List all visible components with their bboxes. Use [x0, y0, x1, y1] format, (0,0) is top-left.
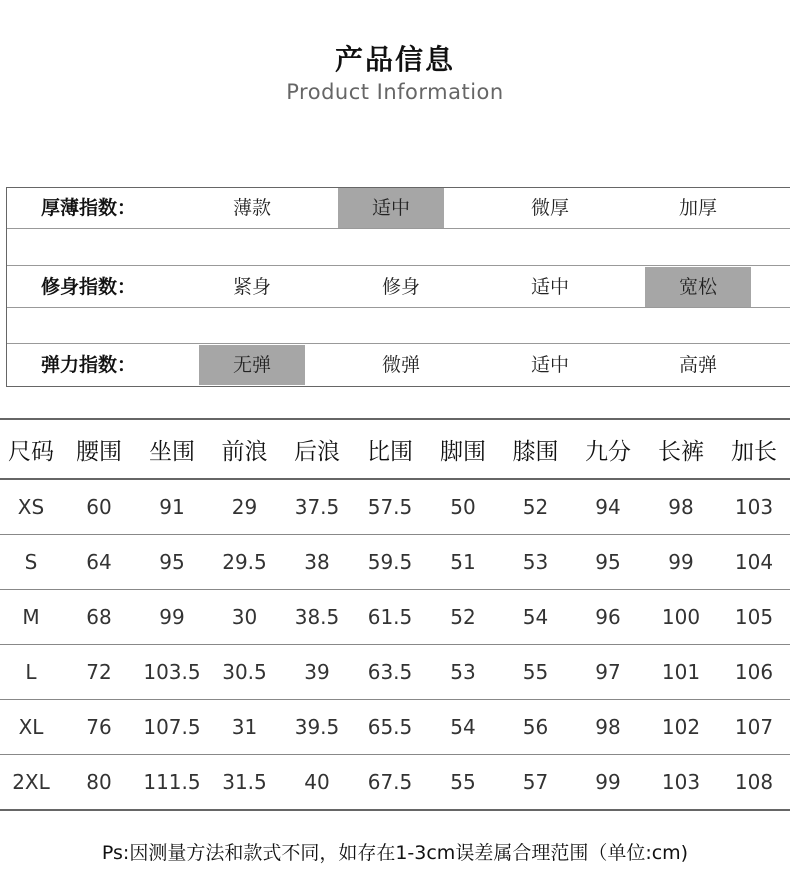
table-cell: 52	[499, 479, 572, 535]
table-cell: 103.5	[136, 645, 208, 700]
column-header-front-rise: 前浪	[208, 419, 281, 479]
table-cell: 59.5	[353, 535, 427, 590]
table-cell: 107.5	[136, 700, 208, 755]
table-cell: 108	[718, 755, 790, 811]
table-cell: 50	[427, 479, 499, 535]
table-cell: 103	[718, 479, 790, 535]
table-cell: 111.5	[136, 755, 208, 811]
column-header-waist: 腰围	[62, 419, 136, 479]
table-cell: 63.5	[353, 645, 427, 700]
size-chart	[0, 418, 790, 811]
page-title: 产品信息	[334, 43, 455, 76]
table-cell: M	[0, 590, 62, 645]
table-cell: 68	[62, 590, 136, 645]
table-cell: 65.5	[353, 700, 427, 755]
elasticity-option-high: 高弹	[678, 354, 717, 376]
fit-option-slim: 修身	[381, 276, 420, 298]
table-cell: 76	[62, 700, 136, 755]
column-header-thigh: 比围	[353, 419, 427, 479]
table-row	[0, 645, 790, 700]
fit-index-label: 修身指数：	[41, 276, 137, 298]
elasticity-option-slight: 微弹	[381, 354, 420, 376]
table-cell: 98	[572, 700, 644, 755]
table-cell: 39.5	[281, 700, 353, 755]
table-cell: 102	[644, 700, 718, 755]
table-cell: 106	[718, 645, 790, 700]
fit-option-regular: 适中	[530, 276, 569, 298]
column-header-size: 尺码	[0, 419, 62, 479]
table-cell: 57	[499, 755, 572, 811]
table-cell: 104	[718, 535, 790, 590]
table-cell: 31	[208, 700, 281, 755]
table-cell: 103	[644, 755, 718, 811]
table-cell: S	[0, 535, 62, 590]
table-cell: 100	[644, 590, 718, 645]
divider	[7, 307, 790, 308]
table-cell: 55	[499, 645, 572, 700]
thickness-index-row	[7, 188, 790, 228]
table-cell: 51	[427, 535, 499, 590]
table-cell: 95	[572, 535, 644, 590]
table-cell: XL	[0, 700, 62, 755]
table-row	[0, 590, 790, 645]
fit-option-loose: 宽松	[645, 267, 751, 307]
table-cell: 97	[572, 645, 644, 700]
table-row	[0, 479, 790, 535]
thickness-option-thick: 加厚	[678, 197, 717, 219]
table-cell: 98	[644, 479, 718, 535]
thickness-option-slightly-thick: 微厚	[530, 197, 569, 219]
thickness-option-medium: 适中	[338, 188, 444, 228]
fit-index-row	[7, 267, 790, 307]
size-chart-header	[0, 419, 790, 479]
table-cell: 38	[281, 535, 353, 590]
table-cell: 60	[62, 479, 136, 535]
column-header-back-rise: 后浪	[281, 419, 353, 479]
table-cell: 30.5	[208, 645, 281, 700]
column-header-extra-long: 加长	[718, 419, 790, 479]
thickness-index-label: 厚薄指数：	[41, 197, 137, 219]
elasticity-option-medium: 适中	[530, 354, 569, 376]
table-row	[0, 535, 790, 590]
column-header-ninth-length: 九分	[572, 419, 644, 479]
page-subtitle: Product Information	[286, 80, 504, 104]
table-cell: 53	[499, 535, 572, 590]
elasticity-index-label: 弹力指数：	[41, 354, 137, 376]
table-cell: 54	[427, 700, 499, 755]
table-cell: 53	[427, 645, 499, 700]
fit-index-panel	[6, 187, 790, 387]
table-cell: 99	[572, 755, 644, 811]
table-cell: 67.5	[353, 755, 427, 811]
table-cell: 94	[572, 479, 644, 535]
table-cell: 29.5	[208, 535, 281, 590]
table-cell: 40	[281, 755, 353, 811]
table-cell: 30	[208, 590, 281, 645]
table-cell: 96	[572, 590, 644, 645]
fit-option-tight: 紧身	[232, 276, 271, 298]
table-cell: 95	[136, 535, 208, 590]
table-cell: L	[0, 645, 62, 700]
table-cell: 38.5	[281, 590, 353, 645]
table-cell: 105	[718, 590, 790, 645]
measurement-note: Ps:因测量方法和款式不同，如存在1-3cm误差属合理范围（单位:cm)	[101, 842, 689, 864]
table-cell: XS	[0, 479, 62, 535]
divider	[7, 343, 790, 344]
table-cell: 29	[208, 479, 281, 535]
table-cell: 99	[136, 590, 208, 645]
thickness-option-thin: 薄款	[232, 197, 271, 219]
elasticity-index-row	[7, 345, 790, 385]
table-cell: 57.5	[353, 479, 427, 535]
table-cell: 31.5	[208, 755, 281, 811]
column-header-hem: 脚围	[427, 419, 499, 479]
table-cell: 55	[427, 755, 499, 811]
table-cell: 2XL	[0, 755, 62, 811]
table-cell: 56	[499, 700, 572, 755]
table-cell: 99	[644, 535, 718, 590]
table-cell: 52	[427, 590, 499, 645]
table-row	[0, 700, 790, 755]
column-header-long-pants: 长裤	[644, 419, 718, 479]
table-cell: 107	[718, 700, 790, 755]
table-cell: 64	[62, 535, 136, 590]
table-cell: 61.5	[353, 590, 427, 645]
divider	[7, 265, 790, 266]
column-header-hip: 坐围	[136, 419, 208, 479]
table-cell: 80	[62, 755, 136, 811]
elasticity-option-none: 无弹	[199, 345, 305, 385]
table-cell: 91	[136, 479, 208, 535]
table-cell: 39	[281, 645, 353, 700]
table-cell: 54	[499, 590, 572, 645]
divider	[7, 228, 790, 229]
table-cell: 101	[644, 645, 718, 700]
table-row	[0, 755, 790, 811]
table-cell: 72	[62, 645, 136, 700]
column-header-knee: 膝围	[499, 419, 572, 479]
table-cell: 37.5	[281, 479, 353, 535]
